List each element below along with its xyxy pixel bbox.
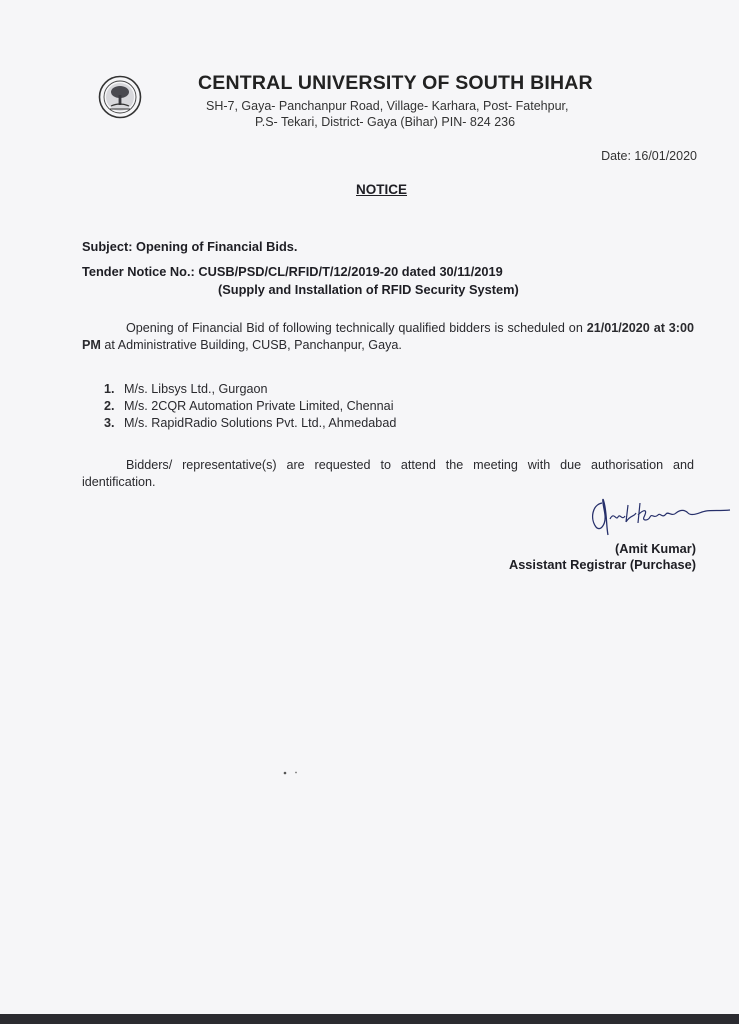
list-item-name: M/s. Libsys Ltd., Gurgaon (124, 382, 268, 396)
university-logo-icon (98, 75, 142, 119)
list-item (104, 398, 396, 415)
handwritten-signature-icon (588, 495, 738, 545)
university-name: CENTRAL UNIVERSITY OF SOUTH BIHAR (198, 72, 593, 94)
opening-paragraph-lead: Opening of Financial Bid of following technically qualified bidders is scheduled on (126, 321, 583, 335)
opening-paragraph (82, 320, 694, 354)
scan-speck-icon (282, 770, 304, 776)
list-item (104, 381, 396, 398)
address-line-2: P.S- Tekari, District- Gaya (Bihar) PIN- 824 236 (255, 115, 516, 129)
scan-bottom-edge (0, 1014, 739, 1024)
list-item-number: 1. (104, 382, 115, 396)
list-item-number: 3. (104, 416, 115, 430)
notice-title: NOTICE (356, 182, 408, 197)
subject-line: Subject: Opening of Financial Bids. (82, 239, 298, 254)
list-item-name: M/s. RapidRadio Solutions Pvt. Ltd., Ahmedabad (124, 416, 397, 430)
list-item (104, 415, 396, 432)
list-item-name: M/s. 2CQR Automation Private Limited, Chennai (124, 399, 394, 413)
attendance-text: Bidders/ representative(s) are requested to attend the meeting with due authorisation and identification. (82, 458, 694, 489)
tender-notice-number: Tender Notice No.: CUSB/PSD/CL/RFID/T/12/2019-20 dated 30/11/2019 (82, 264, 503, 279)
list-item-number: 2. (104, 399, 115, 413)
signatory-name: (Amit Kumar) (614, 541, 696, 556)
tender-description: (Supply and Installation of RFID Security System) (218, 282, 519, 297)
opening-location: at Administrative Building, CUSB, Panchanpur, Gaya. (100, 338, 402, 352)
signatory-designation: Assistant Registrar (Purchase) (508, 557, 696, 572)
opening-schedule: 21/01/2020 at 3:00 PM (82, 321, 695, 352)
bidder-list (104, 381, 396, 432)
notice-date: Date: 16/01/2020 (601, 149, 697, 163)
address-line-1: SH-7, Gaya- Panchanpur Road, Village- Karhara, Post- Fatehpur, (206, 99, 569, 113)
attendance-paragraph (82, 457, 694, 491)
